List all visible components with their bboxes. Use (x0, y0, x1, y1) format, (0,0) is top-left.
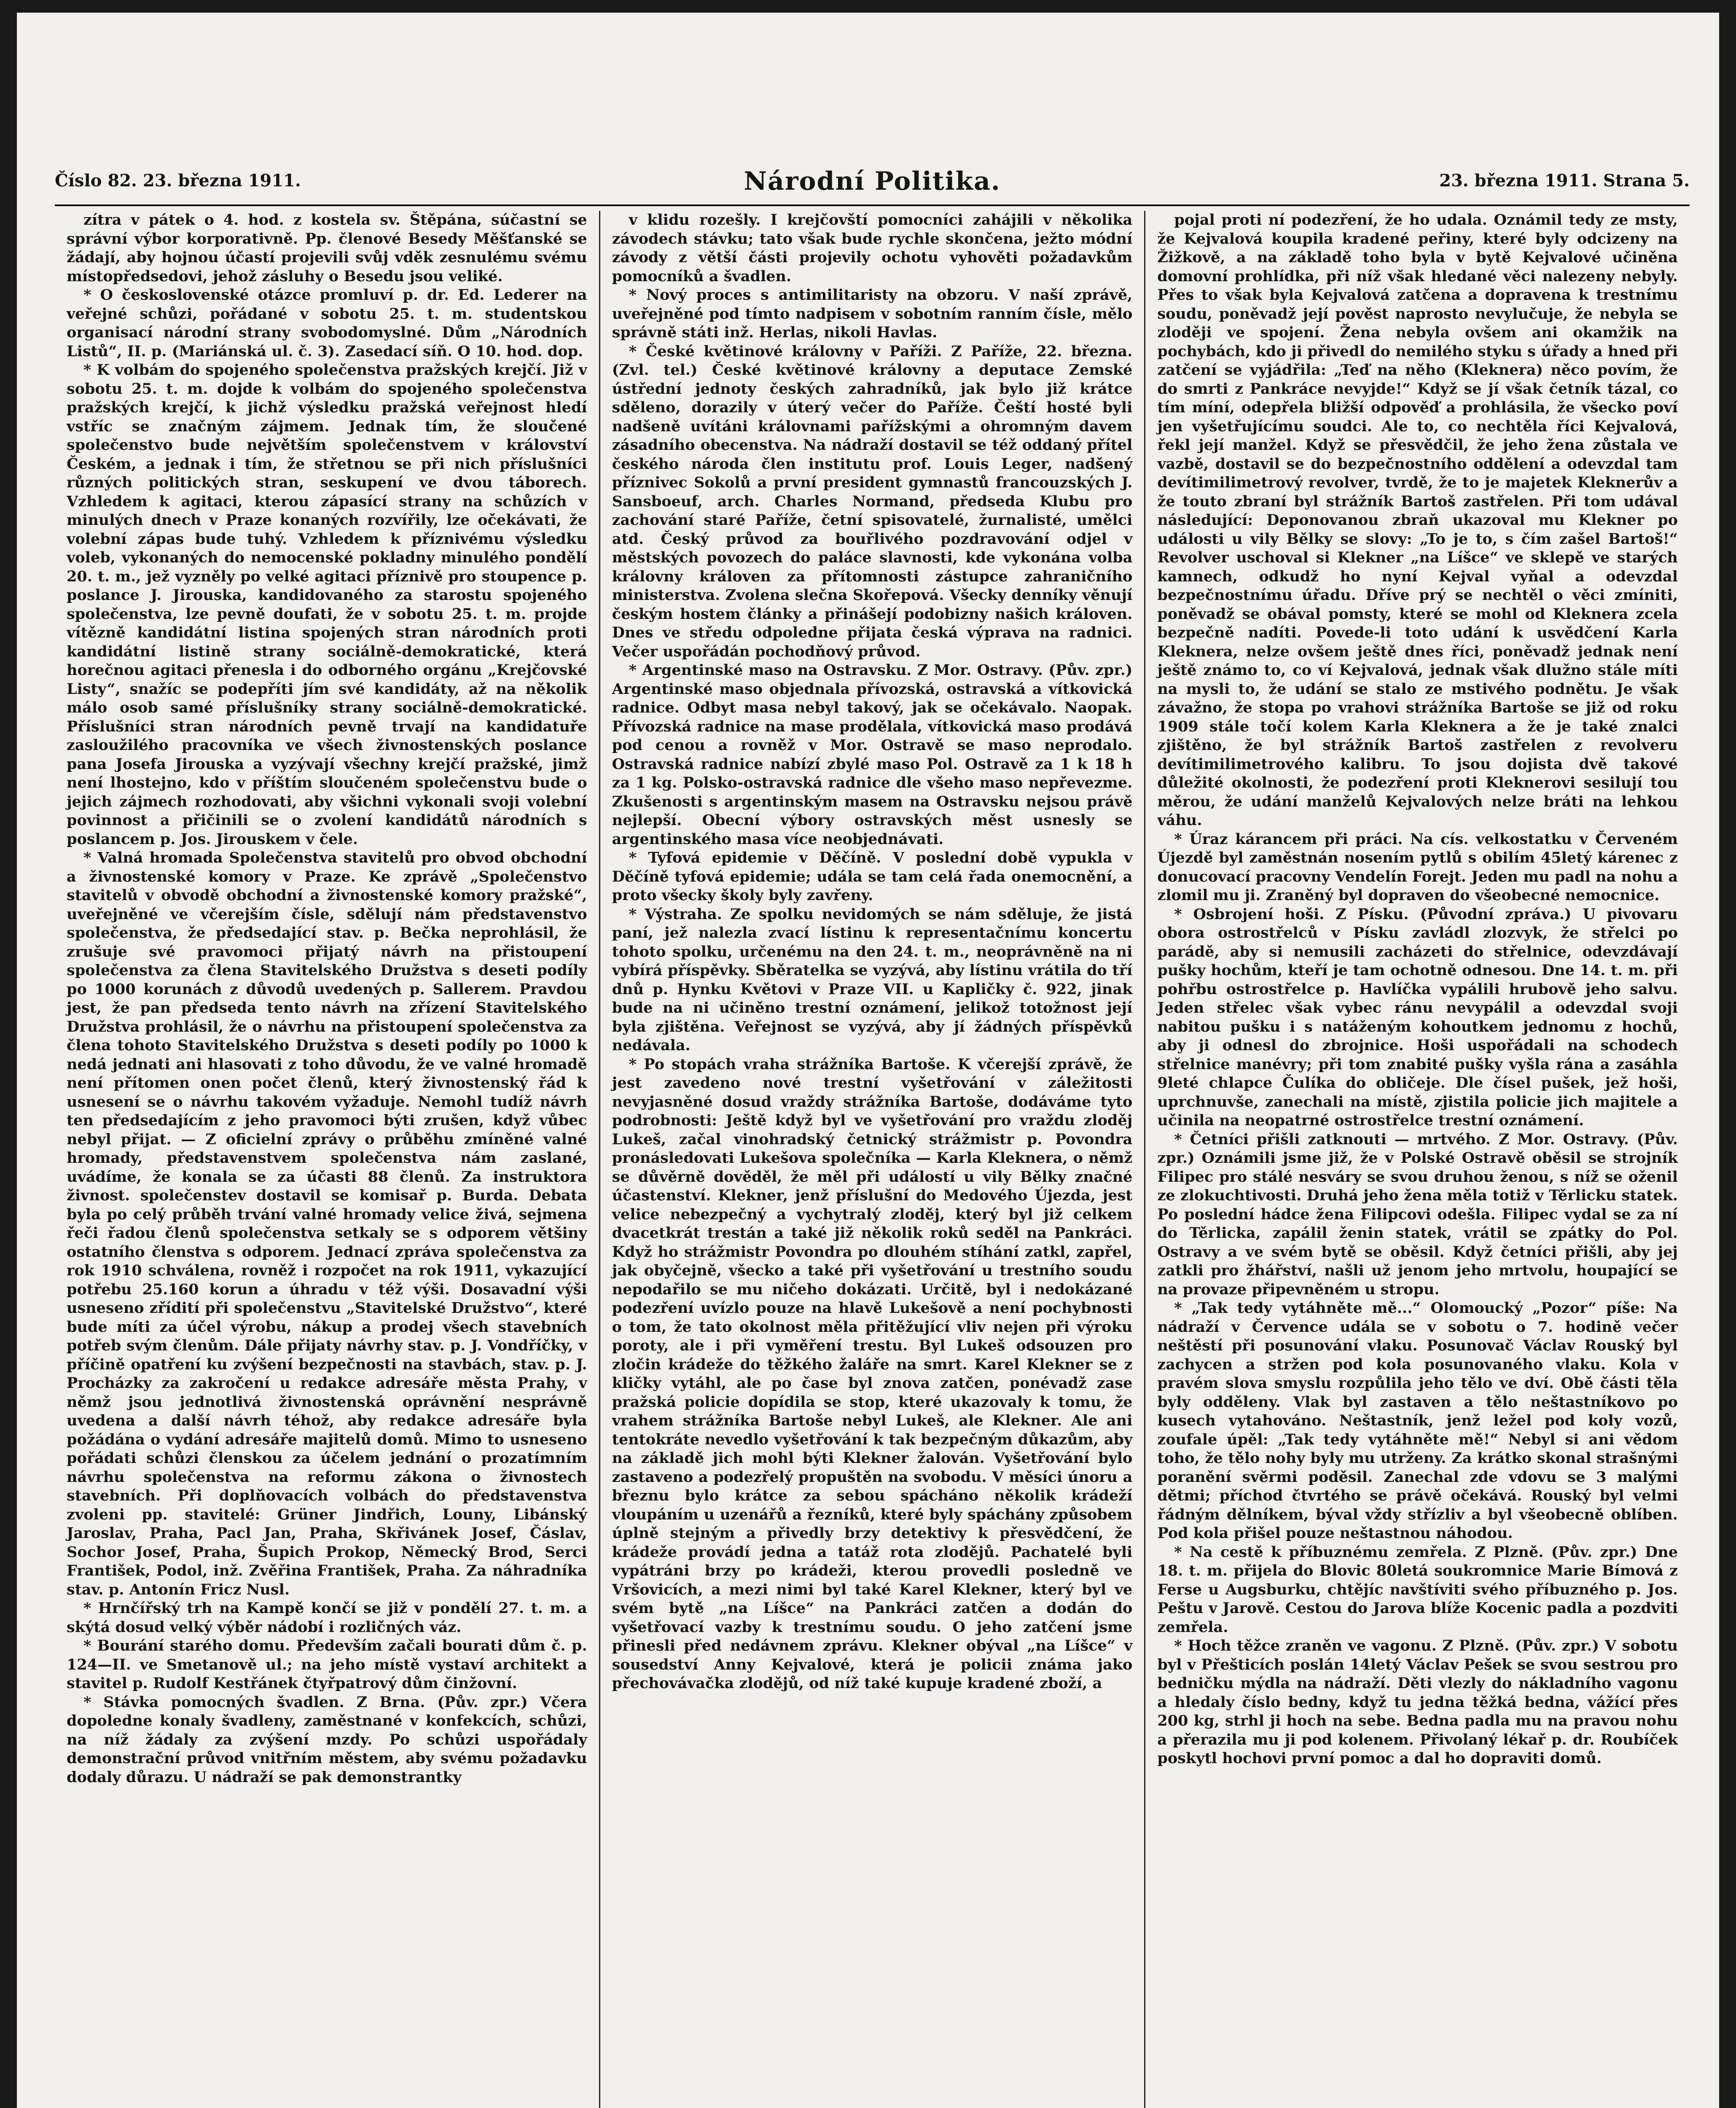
paragraph: * Výstraha. Ze spolku nevidomých se nám sděluje, že jistá paní, jež nalezla zvací lístinu k representačnímu koncertu tohoto spolku, určenému na den 24. t. m., neoprávněně na ni vybírá příspěvky. Sběratelka se vyzývá, aby lístinu vrátila do tří dnů p. Hynku Květovi v Praze VII. u Kapličky č. 922, jinak bude na ni učiněno trestní oznámení, jelikož totožnost její byla zjištěna. Veřejnost se vyzývá, aby jí žádných příspěvků nedávala. (612, 905, 1133, 1054)
paragraph: * O československé otázce promluví p. dr. Ed. Lederer na veřejné schůzi, pořádané v sobotu 25. t. m. studentskou organisací národní strany svobodomyslné. Dům „Národních Listů“, II. p. (Mariánská ul. č. 3). Zasedací síň. O 10. hod. dop. (67, 286, 587, 360)
article-columns (55, 211, 1690, 2108)
paragraph: * K volbám do spojeného společenstva pražských krejčí. Již v sobotu 25. t. m. dojde k volbám do spojeného společenstva pražských krejčí, k jichž výsledku pražská veřejnost hledí vstříc se značným zájmem. Jednak tím, že sloučené společenstvo bude největším společenstvem v království Českém, a jednak i tím, že střetnou se při nich příslušníci různých politických stran, seskupení ve dvou táborech. Vzhledem k agitaci, kterou zápasící strany na schůzích v minulých dnech v Praze konaných rozvířily, lze očekávati, že volební zápas bude tuhý. Vzhledem k příznivému výsledku voleb, vykonaných do nemocenské pokladny minulého pondělí 20. t. m., jež vyzněly po velké agitaci příznivě pro stoupence p. poslance J. Jirouska, kandidovaného za starostu spojeného společenstva, lze pevně doufati, že v sobotu 25. t. m. projde vítězně kandidátní listina spojených stran národních proti kandidátní listině strany sociálně-demokratické, která horečnou agitaci přenesla i do odborného orgánu „Krejčovské Listy“, snažíc se podepříti jím své kandidáty, až na několik málo osob samé příslušníky strany sociálně-demokratické. Příslušníci stran národních pevně trvají na kandidatuře zasloužilého pracovníka ve všech živnostenských poslance pana Josefa Jirouska a vyzývají všechny krejčí pražské, jimž není lhostejno, kdo v příštím sloučeném společenstvu bude o jejich zájmech rozhodovati, aby všichni vykonali svoji volební povinnost a přičinili se o zvolení kandidátů národních s poslancem p. Jos. Jirouskem v čele. (67, 361, 587, 848)
paragraph: * Valná hromada Společenstva stavitelů pro obvod obchodní a živnostenské komory v Praze. Ke zprávě „Společenstvo stavitelů v obvodě obchodní a živnostenské komory pražské“, uveřejněné ve včerejším čísle, sdělují nám představenstvo společenstva, že předsedající stav. p. Bečka neprohlásil, že zrušuje své pravomoci přijatý návrh na přistoupení společenstva za člena Stavitelského Družstva s deseti podíly po 1000 korunách z důvodů uvedených p. Sallerem. Pravdou jest, že pan předseda tento návrh na zřízení Stavitelského Družstva prohlásil, že o návrhu na přistoupení společenstva za člena tohoto Stavitelského Družstva s deseti podíly po 1000 k nedá jednati ani hlasovati z toho důvodu, že ve valné hromadě není přítomen onen počet členů, který živnostenský řád k usnesení se o návrhu takovém vyžaduje. Nemohl tudíž návrh ten předsedajícím z jeho pravomoci býti zrušen, když vůbec nebyl přijat. — Z oficielní zprávy o průběhu zmíněné valné hromady, představenstvem společenstva nám zaslané, uvádíme, že konala se za účasti 88 členů. Za instruktora živnost. společenstev dostavil se komisař p. Burda. Debata byla po celý průběh trvání valné hromady velice živá, sejmena řeči řadou členů společenstva setkaly se s odporem většiny ostatního členstva s odporem. Jednací zpráva společenstva za rok 1910 schválena, rovněž i rozpočet na rok 1911, vykazující potřebu 25.160 korun a úhradu v též výši. Dosavadní výši usneseno zřídití při společenstvu „Stavitelské Družstvo“, které bude míti za účel výrobu, nákup a prodej všech stavebních potřeb svým členům. Dále přijaty návrhy stav. p. J. Vondříčky, v příčině opatření ku zvýšení bezpečnosti na stavbách, stav. p. J. Procházky za zakročení u redakce adresáře města Prahy, v němž jsou jednotlivá živnostenská oprávnění nesprávně uvedena a další návrh téhož, aby redakce adresáře byla požádána o vydání adresáře majitelů domů. Mimo to usneseno pořádati schůzi členskou za účelem jednání o prozatímním návrhu společenstva na reformu zákona o živnostech stavebních. Při doplňovacích volbách do představenstva zvoleni pp. stavitelé: Grüner Jindřich, Louny, Libánský Jaroslav, Praha, Pacl Jan, Praha, Skřivánek Josef, Čáslav, Sochor Josef, Praha, Šupich Prokop, Německý Brod, Serci František, Podol, inž. Zvěřina František, Praha. Za náhradníka stav. p. Antonín Fricz Nusl. (67, 849, 587, 1598)
masthead-title: Národní Politika. (744, 167, 1001, 196)
paragraph: * Hrnčířský trh na Kampě končí se již v pondělí 27. t. m. a skýtá dosud velký výběr nádobí i rozličných váz. (67, 1600, 587, 1636)
paragraph: * Na cestě k příbuznému zemřela. Z Plzně. (Pův. zpr.) Dne 18. t. m. přijela do Blovic 80letá soukromnice Marie Bímová z Ferse u Augsburku, chtějíc navštíviti svého příbuzného p. Jos. Peštu v Jarově. Cestou do Jarova blíže Kocenic padla a pozdviti zemřela. (1157, 1543, 1678, 1636)
paragraph: * Úraz kárancem při práci. Na cís. velkostatku v Červeném Újezdě byl zaměstnán nosením pytlů s obilím 45letý kárenec z donucovací pracovny Vendelín Forejt. Jeden mu padl na nohu a zlomil mu ji. Zraněný byl dopraven do všeobecné nemocnice. (1157, 830, 1678, 904)
newspaper-page (17, 13, 1719, 2108)
paragraph: * Argentinské maso na Ostravsku. Z Mor. Ostravy. (Pův. zpr.) Argentinské maso objednala přívozská, ostravská a vítkovická radnice. Odbyt masa nebyl takový, jak se očekávalo. Naopak. Přívozská radnice na mase prodělala, vítkovická maso prodává pod cenou a rovněž v Mor. Ostravě se maso neprodalo. Ostravská radnice nabízí zbylé maso Pol. Ostravě za 1 k 18 h za 1 kg. Polsko-ostravská radnice dle všeho maso nepřevezme. Zkušenosti s argentinským masem na Ostravsku nejsou právě nejlepší. Obecní výbory ostravských měst usnesly se argentinského masa více neobjednávati. (612, 661, 1133, 848)
paragraph: zítra v pátek o 4. hod. z kostela sv. Štěpána, súčastní se správní výbor korporativně. Pp. členové Besedy Měšťanské se žádají, aby hojnou účastí projevili svůj vděk zesnulému svému místopředsedovi, jehož zásluhy o Besedu jsou veliké. (67, 211, 587, 285)
page-date-number: 23. března 1911. Strana 5. (1439, 171, 1690, 191)
paragraph: * Četníci přišli zatknouti — mrtvého. Z Mor. Ostravy. (Pův. zpr.) Oznámili jsme již, že v Polské Ostravě oběsil se strojník Filipec pro stálé nesváry se svou druhou ženou, s níž se oženil ze zlokuchtivosti. Druhá jeho žena měla totiž v Těrlicku statek. Po poslední hádce žena Filipcovi odešla. Filipec vydal se za ní do Těrlicka, zapálil ženin statek, vrátil se zpátky do Pol. Ostravy a ve svém bytě se oběsil. Když četníci přišli, aby jej zatkli pro žhářství, našli už jenom jeho mrtvolu, houpající se na provaze připevněném u stropu. (1157, 1130, 1678, 1298)
paragraph: * „Tak tedy vytáhněte mě...“ Olomoucký „Pozor“ píše: Na nádraží v Července udála se v sobotu o 7. hodině večer neštěstí při posunování vlaku. Posunovač Václav Rouský byl zachycen a stržen pod kola posunovaného vlaku. Kola v pravém slova smyslu rozpůlila jeho tělo ve dví. Obě části těla byly odděleny. Vlak byl zastaven a tělo neštastníkovo po kusech vytahováno. Neštastník, jenž ležel pod koly vozů, zoufale úpěl: „Tak tedy vytáhněte mě!“ Nebyl si ani vědom toho, že tělo nohy byly mu utrženy. Za krátko skonal strašnými poranění svěrmi poděsil. Zanechal zde vdovu se 3 malými dětmi; příchod čtvrtého se právě očekává. Rouský byl velmi řádným dělníkem, býval vždy střízliv a byl všeobecně oblíben. Pod kola přišel pouze neštastnou náhodou. (1157, 1299, 1678, 1542)
paragraph: * Hoch těžce zraněn ve vagonu. Z Plzně. (Pův. zpr.) V sobotu byl v Přešticích poslán 14letý Václav Pešek se svou sestrou pro bedničku mýdla na nádraží. Děti vlezly do nákladního vagonu a hledaly číslo bedny, když tu jedna těžká bedna, vážící přes 200 kg, strhl ji hoch na sebe. Bedna padla mu na pravou nohu a přerazila mu ji pod kolenem. Přivolaný lékař p. dr. Roubíček poskytl hochovi první pomoc a dal ho dopraviti domů. (1157, 1637, 1678, 1767)
paragraph: * Nový proces s antimilitaristy na obzoru. V naší zprávě, uveřejněné pod tímto nadpisem v sobotním ranním čísle, mělo správně státi inž. Herlas, nikoli Havlas. (612, 286, 1133, 341)
column-2 (599, 211, 1145, 2108)
paragraph: v klidu rozešly. I krejčovští pomocníci zahájili v několika závodech stávku; tato však bude rychle skončena, ježto módní závody z větší části projevily ochotu vyhověti požadavkům pomocníků a švadlen. (612, 211, 1133, 285)
paragraph: pojal proti ní podezření, že ho udala. Oznámil tedy ze msty, že Kejvalová koupila kradené peřiny, které byly odcizeny na Žižkově, a na základě toho byla v bytě Kejvalové učiněna domovní prohlídka, při níž však hledané věci nalezeny nebyly. Přes to však byla Kejvalová zatčena a dopravena k trestnímu soudu, poněvadž její pověst naprosto nevylučuje, že nebyla se zloději ve spojení. Žena nebyla ovšem ani okamžik na pochybách, kdo ji přivedl do nemilého styku s úřady a hned při zatčení se vyjádřila: „Teď na něho (Kleknera) něco povím, že do smrti z Pankráce nevyjde!“ Když se jí však četník tázal, co tím míní, odepřela bližší odpověď a prohlásila, že všecko poví jen vyšetřujícímu soudci. Ale to, co nechtěla říci Kejvalová, řekl její manžel. Když se přesvědčil, že jeho žena zůstala ve vazbě, dostavil se do bezpečnostního oddělení a odevzdal tam devítimilimetrový revolver, tvrdě, že to je majetek Kleknerův a že touto zbraní byl strážník Bartoš zastřelen. Při tom udával následující: Deponovanou zbraň ukazoval mu Klekner po události u vily Bělky se slovy: „To je to, s čím zašel Bartoš!“ Revolver uschoval si Klekner „na Líšce“ ve sklepě ve starých kamnech, odkudž ho nyní Kejval vyňal a odevzdal bezpečnostnímu úřadu. Dříve prý se nechtěl o věci zmíniti, poněvadž se obával pomsty, které se mohl od Kleknera zcela bezpečně nadíti. Povede-li toto udání k usvědčení Karla Kleknera, nelze ovšem ještě dnes říci, poněvadž jednak není ještě známo to, co ví Kejvalová, jednak však dlužno stále míti na mysli to, že udání se stalo ze mstivého podnětu. Je však závažno, že stopa po vrahovi strážníka Bartoše se již od roku 1909 stále točí kolem Karla Kleknera a že je také znalci zjištěno, že byl strážník Bartoš zastřelen z revolveru devítimilimetrového kalibru. To jsou dojista dvě takové důležité okolnosti, že podezření proti Kleknerovi sesilují tou měrou, že udání manželů Kejvalových nelze bráti na lehkou váhu. (1157, 211, 1678, 829)
column-1 (55, 211, 599, 2108)
issue-number: Číslo 82. 23. března 1911. (55, 171, 301, 191)
page-header (55, 167, 1690, 206)
paragraph: * České květinové královny v Paříži. Z Paříže, 22. března. (Zvl. tel.) České květinové královny a deputace Zemské ústřední jednoty českých zahradníků, jak bylo již krátce sděleno, dorazily v úterý večer do Paříže. Čeští hosté byli nadšeně uvítáni královnami pařížskými a ohromným davem zásadního obecenstva. Na nádraží dostavil se též oddaný přítel českého národa člen institutu prof. Louis Leger, nadšený příznivec Sokolů a první president gymnastů francouzských J. Sansboeuf, arch. Charles Normand, předseda Klubu pro zachování staré Paříže, četní spisovatelé, žurnalisté, umělci atd. Český průvod za bouřlivého pozdravování odjel v městských povozech do paláce slavnosti, kde vykonána volba královny královen za přítomnosti zástupce zahraničního ministerstva. Zvolena slečna Skořepová. Všecky denníky věnují českým hostem články a přinášejí podobizny našich královen. Dnes ve středu odpoledne přijata česká výprava na radnici. Večer uspořádán pochodňový průvod. (612, 342, 1133, 660)
paragraph: * Stávka pomocných švadlen. Z Brna. (Pův. zpr.) Včera dopoledne konaly švadleny, zaměstnané v konfekcích, schůzi, na níž žádaly za zvýšení mzdy. Po schůzi uspořádaly demonstrační průvod vnitřním městem, aby svému požadavku dodaly důrazu. U nádraží se pak demonstrantky (67, 1693, 587, 1786)
paragraph: * Po stopách vraha strážníka Bartoše. K včerejší zprávě, že jest zavedeno nové trestní vyšetřování v záležitosti nevyjasněné dosud vraždy strážníka Bartoše, dodáváme tyto podrobnosti: Ještě když byl ve vyšetřování pro vraždu zloděj Lukeš, začal vinohradský četnický strážmistr p. Povondra pronásledovati Lukešova společníka — Karla Kleknera, o němž se důvěrně dověděl, že měl při událostí u vily Bělky značné účastenství. Klekner, jenž příslušní do Medového Újezda, jest velice nebezpečný a vychytralý zloděj, který byl již celkem dvacetkrát trestán a také již několik roků seděl na Pankráci. Když ho strážmistr Povondra po dlouhém stíhání zatkl, zapřel, jak obyčejně, všecko a také při vyšetřování u trestního soudu nepodařilo se mu ničeho dokázati. Určitě, byl i nedokázané podezření uvízlo pouze na hlavě Lukešově a není pochybnosti o tom, že tato okolnost měla přitěžující vliv nejen při výroku poroty, ale i při vyměření trestu. Byl Lukeš odsouzen pro zločin krádeže do těžkého žaláře na smrt. Karel Klekner se z kličky vytáhl, ale po čase byl znova zatčen, ponévadž zase pražská policie dopídila se stop, které ukazovaly k tomu, že vrahem strážníka Bartoše nebyl Lukeš, ale Klekner. Ale ani tentokráte nevedlo vyšetřování k tak bezpečným důkazům, aby na základě jich mohl býti Klekner žalován. Vyšetřování bylo zastaveno a podezřelý propuštěn na svobodu. V měsíci únoru a březnu bylo krátce za sebou spácháno několik krádeží vloupáním u uzenářů a řezníků, které byly spáchány způsobem úplně stejným a přivedly brzy detektivy k přesvědčení, že krádeže provádí jedna a tatáž rota zlodějů. Pachatelé byli vypátráni brzy po krádeži, kterou provedli posledně ve Vršovicích, a mezi nimi byl také Karel Klekner, který byl ve svém bytě „na Líšce“ na Pankráci zatčen a dodán do vyšetřovací vazby k trestnímu soudu. O jeho zatčení jsme přinesli před nedávnem zprávu. Klekner obýval „na Líšce“ v sousedství Anny Kejvalové, která je policii známa jako přechovávačka zlodějů, od níž také kupuje kradené zboží, a (612, 1055, 1133, 1692)
paragraph: * Osbrojení hoši. Z Písku. (Původní zpráva.) U pivovaru obora ostrostřelců v Písku zavládl zlozvyk, že střelci po parádě, aby si nemusili zacházeti do střelnice, odevzdávají pušky hochům, kteří je tam ochotně odnesou. Dne 14. t. m. při pohřbu ostrostřelce p. Havlíčka vypálili hrubově jeho salvu. Jeden střelec však vybec ránu nevypálil a odevzdal svoji nabitou pušku i s natáženým kohoutkem jednomu z hochů, aby ji odnesl do zbrojnice. Hoši uspořádali na schodech střelnice manévry; při tom znabité pušky vyšla rána a zasáhla 9leté chlapce Čulíka do obličeje. Dle čísel pušek, jež hoši, uprchnuvše, zanechali na místě, zjistila policie jich majitele a učinila na neopatrné ostrostřelce trestní oznámení. (1157, 905, 1678, 1129)
paragraph: * Bourání starého domu. Především začali bourati dům č. p. 124—II. ve Smetanově ul.; na jeho místě vystaví architekt a stavitel p. Rudolf Kestřánek čtyřpatrový dům činžovní. (67, 1637, 587, 1692)
paragraph: * Tyfová epidemie v Děčíně. V poslední době vypukla v Děčíně tyfová epidemie; udála se tam celá řada onemocnění, a proto všecky školy byly zavřeny. (612, 849, 1133, 904)
column-3 (1144, 211, 1690, 2108)
